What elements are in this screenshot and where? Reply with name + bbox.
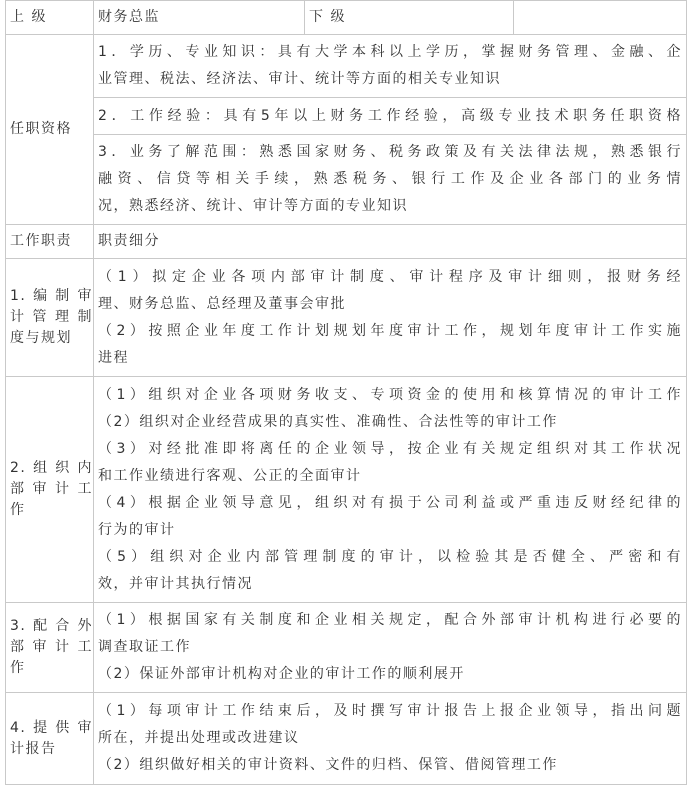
qualification-line: 3．业务了解范围：熟悉国家财务、税务政策及有关法律法规，熟悉银行 xyxy=(98,144,682,160)
duty-line: 行为的审计 xyxy=(98,521,176,538)
subordinate-value xyxy=(514,1,687,35)
duty-label-1 xyxy=(6,259,94,377)
duty-line: （2）按照企业年度工作计划规划年度审计工作，规划年度审计工作实施 xyxy=(98,322,682,339)
duty-detail-4 xyxy=(94,693,687,785)
duty-line: （4）根据企业领导意见，组织对有损于公司利益或严重违反财经纪律的 xyxy=(98,494,682,511)
superior-value: 财务总监 xyxy=(94,1,305,35)
duty-line: （3）对经批准即将离任的企业领导，按企业有关规定组织对其工作状况 xyxy=(98,440,682,457)
duty-label-line: 计报告 xyxy=(10,740,57,757)
duty-line: （2）组织对企业经营成果的真实性、准确性、合法性等的审计工作 xyxy=(98,413,558,430)
qualification-line: 1．学历、专业知识：具有大学本科以上学历，掌握财务管理、金融、企 xyxy=(98,44,682,60)
qualification-line: 融资、信贷等相关手续，熟悉税务、银行工作及企业各部门的业务情 xyxy=(98,171,682,187)
qualification-item-2 xyxy=(94,98,687,135)
duty-line: 和工作业绩进行客观、公正的全面审计 xyxy=(98,467,362,484)
duty-detail-3 xyxy=(94,603,687,693)
duty-line: 进程 xyxy=(98,349,129,366)
qualification-line: 况，熟悉经济、统计、审计等方面的专业知识 xyxy=(98,198,408,214)
qualification-line: 业管理、税法、经济法、审计、统计等方面的相关专业知识 xyxy=(98,71,501,87)
duty-detail-1 xyxy=(94,259,687,377)
duty-label-4 xyxy=(6,693,94,785)
duty-line: （1）根据国家有关制度和企业相关规定，配合外部审计机构进行必要的 xyxy=(98,612,682,628)
job-description-table xyxy=(5,0,687,785)
duty-row-2 xyxy=(6,377,687,603)
duty-line: 理、财务总监、总经理及董事会审批 xyxy=(98,295,346,312)
qualifications-label: 任职资格 xyxy=(6,35,94,225)
duty-label-3 xyxy=(6,603,94,693)
duty-label-line: 1.编制审 xyxy=(10,288,93,304)
duty-row-1 xyxy=(6,259,687,377)
qualification-item-1 xyxy=(94,35,687,98)
duty-label-line: 2.组织内 xyxy=(10,460,93,476)
duty-label-line: 计管理制 xyxy=(10,309,93,325)
duty-line: 效，并审计其执行情况 xyxy=(98,575,253,592)
duties-label: 工作职责 xyxy=(6,225,94,259)
qualification-row-1 xyxy=(6,35,687,98)
duty-row-3 xyxy=(6,603,687,693)
duty-label-2 xyxy=(6,377,94,603)
subordinate-label: 下 级 xyxy=(305,1,514,35)
duty-line: 调查取证工作 xyxy=(98,639,191,655)
duty-label-line: 4.提供审 xyxy=(10,719,93,736)
duty-line: （5）组织对企业内部管理制度的审计，以检验其是否健全、严密和有 xyxy=(98,548,682,565)
duty-line: （1）每项审计工作结束后，及时撰写审计报告上报企业领导，指出问题 xyxy=(98,703,682,719)
duty-line: （2）组织做好相关的审计资料、文件的归档、保管、借阅管理工作 xyxy=(98,757,558,773)
duties-subtitle: 职责细分 xyxy=(94,225,687,259)
duty-label-line: 部审计工 xyxy=(10,481,93,497)
duty-row-4 xyxy=(6,693,687,785)
duty-line: （2）保证外部审计机构对企业的审计工作的顺利展开 xyxy=(98,666,465,682)
qualification-line: 2．工作经验：具有5年以上财务工作经验，高级专业技术职务任职资格 xyxy=(98,107,682,124)
header-row xyxy=(6,1,687,35)
superior-label: 上 级 xyxy=(6,1,94,35)
duty-label-line: 作 xyxy=(10,660,26,676)
duty-detail-2 xyxy=(94,377,687,603)
qualification-item-3 xyxy=(94,135,687,225)
duty-label-line: 作 xyxy=(10,502,26,518)
duty-label-line: 3.配合外 xyxy=(10,618,93,634)
duties-header-row xyxy=(6,225,687,259)
qualification-row-3 xyxy=(6,135,687,225)
duty-line: 所在，并提出处理或改进建议 xyxy=(98,730,300,746)
duty-line: （1）拟定企业各项内部审计制度、审计程序及审计细则，报财务经 xyxy=(98,268,682,285)
duty-label-line: 部审计工 xyxy=(10,639,93,655)
duty-label-line: 度与规划 xyxy=(10,330,72,346)
qualification-row-2 xyxy=(6,98,687,135)
duty-line: （1）组织对企业各项财务收支、专项资金的使用和核算情况的审计工作 xyxy=(98,386,682,403)
